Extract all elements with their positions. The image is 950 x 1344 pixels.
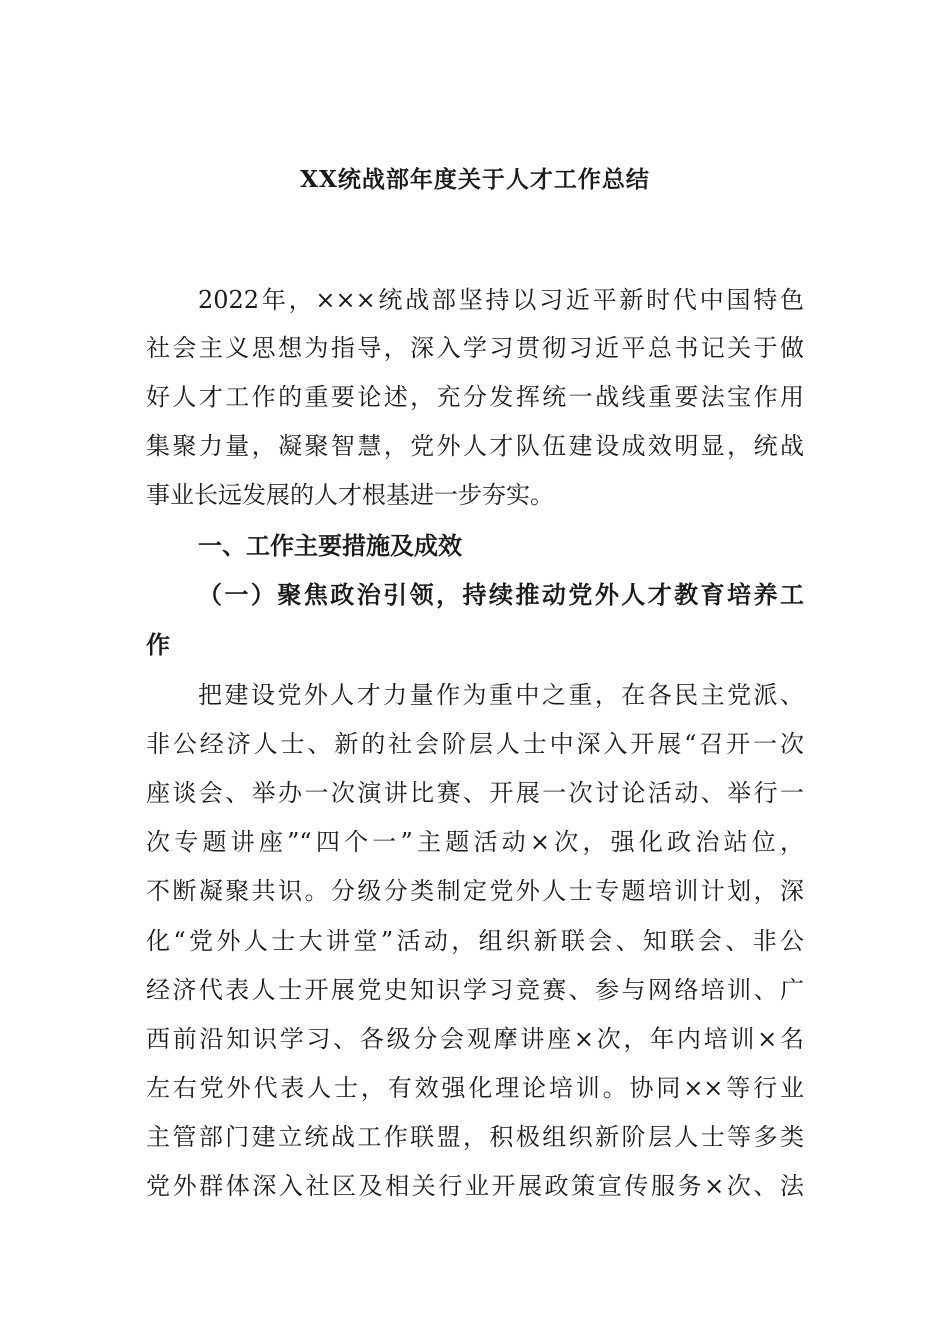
intro-line: 事业长远发展的人才根基进一步夯实。	[146, 481, 554, 509]
body-line: 左右党外代表人士，有效强化理论培训。协同××等行业	[146, 1074, 804, 1102]
intro-line: 好人才工作的重要论述，充分发挥统一战线重要法宝作用	[146, 383, 804, 411]
body-line: 座谈会、举办一次演讲比赛、开展一次讨论活动、举行一	[146, 779, 804, 807]
body-line: 把建设党外人才力量作为重中之重，在各民主党派、	[198, 681, 804, 709]
body-line: 经济代表人士开展党史知识学习竞赛、参与网络培训、广	[146, 976, 804, 1004]
intro-line: 集聚力量，凝聚智慧，党外人才队伍建设成效明显，统战	[146, 432, 804, 460]
intro-line: 2022年，×××统战部坚持以习近平新时代中国特色	[198, 286, 804, 314]
body-line: 非公经济人士、新的社会阶层人士中深入开展“召开一次	[146, 730, 804, 758]
body-line: 主管部门建立统战工作联盟，积极组织新阶层人士等多类	[146, 1123, 804, 1151]
subsection-heading: （一）聚焦政治引领，持续推动党外人才教育培养工	[198, 580, 804, 609]
body-line: 次专题讲座”“四个一”主题活动×次，强化政治站位，	[146, 828, 804, 856]
intro-line: 社会主义思想为指导，深入学习贯彻习近平总书记关于做	[146, 334, 804, 362]
body-line: 不断凝聚共识。分级分类制定党外人士专题培训计划，深	[146, 877, 804, 905]
document-title: XX统战部年度关于人才工作总结	[300, 166, 650, 193]
body-line: 西前沿知识学习、各级分会观摩讲座×次，年内培训×名	[146, 1025, 804, 1053]
section-heading: 一、工作主要措施及成效	[198, 531, 462, 560]
body-line: 党外群体深入社区及相关行业开展政策宣传服务×次、法	[146, 1172, 804, 1200]
body-line: 化“党外人士大讲堂”活动，组织新联会、知联会、非公	[146, 927, 804, 955]
subsection-heading-continued: 作	[146, 630, 170, 659]
